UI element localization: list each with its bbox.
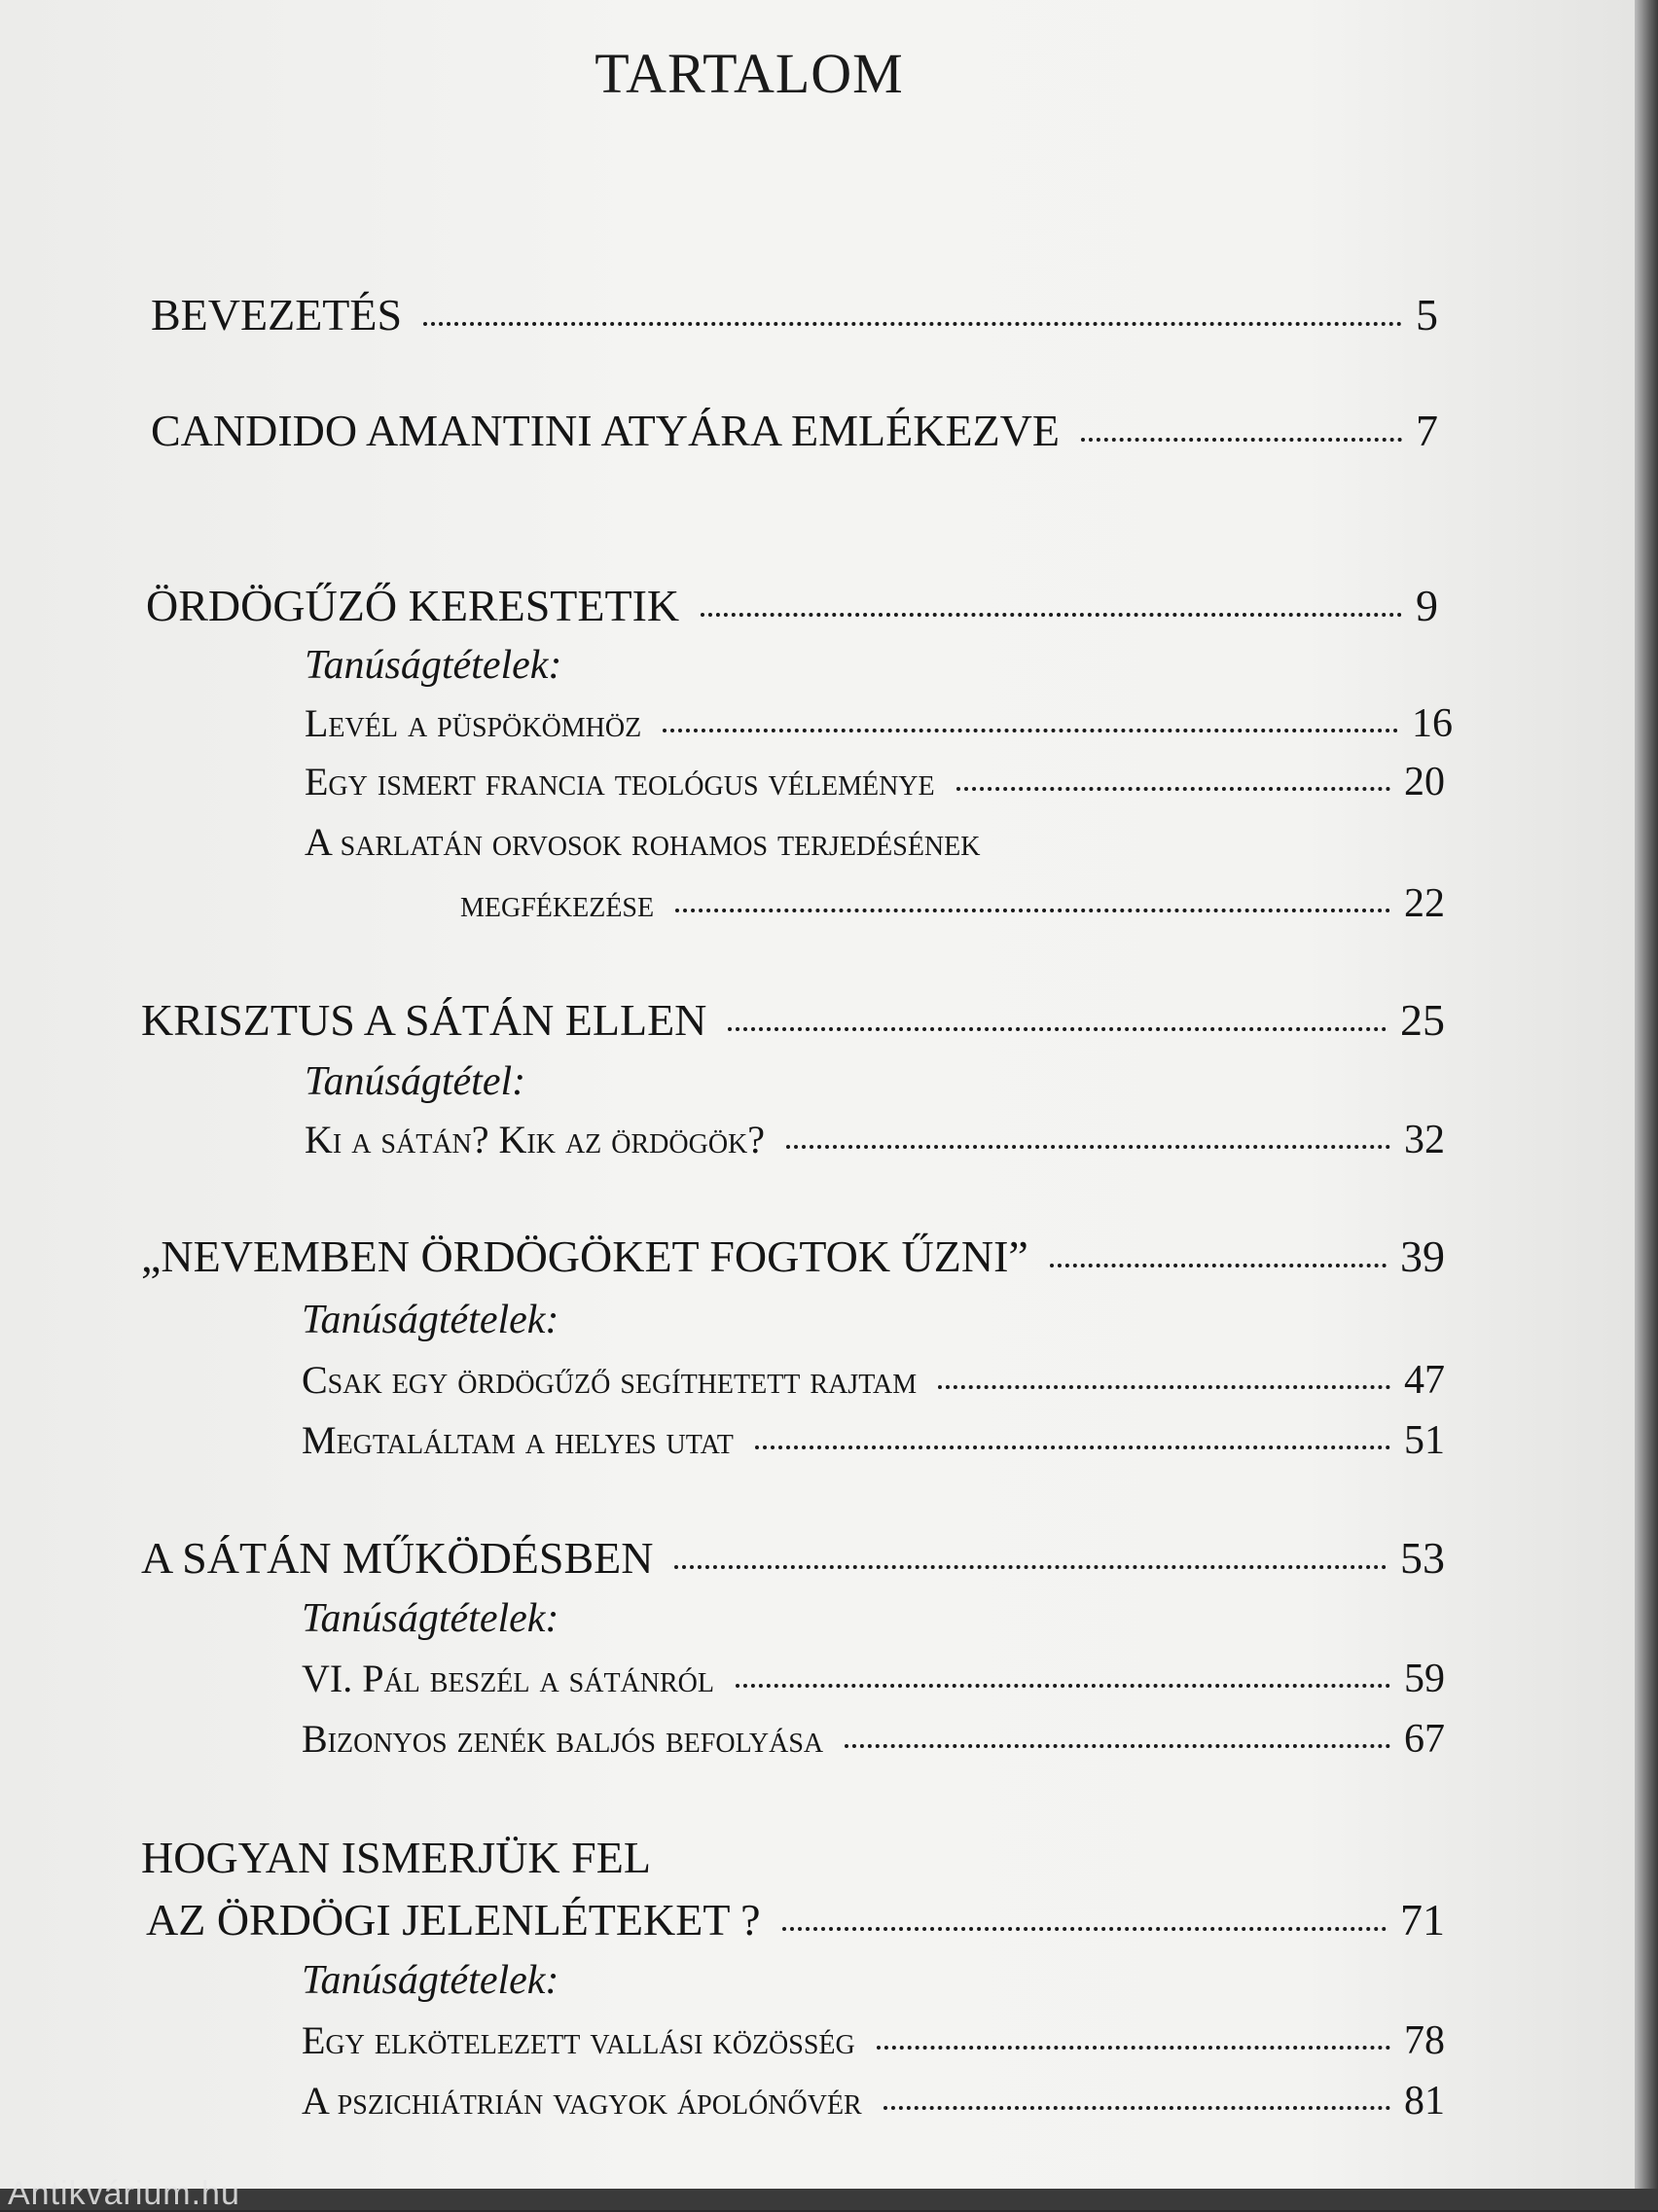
dot-leader — [877, 2046, 1390, 2050]
toc-entry-page: 7 — [1416, 406, 1438, 455]
toc-entry-label: Megtaláltam a helyes utat — [302, 1418, 734, 1462]
toc-entry-label: AZ ÖRDÖGI JELENLÉTEKET ? — [146, 1895, 761, 1944]
toc-subentry — [305, 759, 1445, 805]
dot-leader — [736, 1684, 1390, 1688]
toc-entry-label: „NEVEMBEN ÖRDÖGÖKET FOGTOK ŰZNI” — [141, 1231, 1028, 1281]
toc-entry-page: 16 — [1412, 701, 1453, 746]
toc-entry-label: ÖRDÖGŰZŐ KERESTETIK — [146, 581, 680, 630]
toc-entry-label: A pszichiátrián vagyok ápolónővér — [302, 2079, 862, 2123]
dot-leader — [674, 1565, 1387, 1569]
toc-entry-label: Ki a sátán? Kik az ördögök? — [305, 1118, 766, 1161]
page-bottom-edge — [0, 2189, 1658, 2210]
toc-entry — [146, 1894, 1445, 1945]
toc-entry-label: CANDIDO AMANTINI ATYÁRA EMLÉKEZVE — [151, 406, 1060, 455]
section-subheading: Tanúságtételek: — [302, 1596, 559, 1641]
toc-entry-page: 67 — [1404, 1717, 1445, 1762]
page-title: TARTALOM — [595, 42, 904, 105]
toc-entry — [141, 1532, 1445, 1584]
section-subheading: Tanúságtételek: — [302, 1958, 559, 2003]
toc-entry — [146, 580, 1438, 631]
section-subheading: Tanúságtétel: — [305, 1059, 526, 1104]
toc-entry-page: 9 — [1416, 581, 1438, 630]
section-subheading: Tanúságtételek: — [302, 1298, 559, 1342]
toc-entry — [141, 994, 1445, 1046]
toc-entry — [151, 405, 1438, 456]
toc-entry-label: megfékezése — [460, 881, 655, 925]
toc-entry-label: A SÁTÁN MŰKÖDÉSBEN — [141, 1533, 654, 1583]
toc-entry-page: 81 — [1404, 2079, 1445, 2123]
toc-entry-page: 5 — [1416, 290, 1438, 339]
toc-entry — [151, 289, 1438, 340]
toc-entry — [141, 1231, 1445, 1282]
dot-leader — [786, 1145, 1390, 1149]
dot-leader — [883, 2106, 1390, 2110]
toc-subentry — [302, 1357, 1445, 1404]
toc-subentry — [305, 700, 1453, 747]
toc-entry-page: 47 — [1404, 1358, 1445, 1403]
toc-entry-page: 20 — [1404, 760, 1445, 804]
toc-entry-label: Egy ismert francia teológus véleménye — [305, 760, 935, 803]
toc-entry-page: 32 — [1404, 1118, 1445, 1162]
toc-entry-page: 59 — [1404, 1657, 1445, 1701]
toc-entry-page: 71 — [1400, 1895, 1445, 1944]
dot-leader — [1081, 438, 1402, 442]
dot-leader — [782, 1927, 1387, 1931]
toc-subentry — [305, 1117, 1445, 1163]
book-spine-edge — [1635, 0, 1658, 2210]
dot-leader — [845, 1744, 1390, 1748]
toc-entry-page: 51 — [1404, 1418, 1445, 1463]
toc-entry-label: BEVEZETÉS — [151, 290, 403, 339]
toc-subentry — [302, 1716, 1445, 1763]
toc-entry-page: 22 — [1404, 881, 1445, 926]
toc-subentry — [460, 880, 1445, 927]
toc-entry-label: VI. Pál beszél a sátánról — [302, 1657, 714, 1700]
dot-leader — [675, 909, 1390, 912]
toc-subentry — [302, 1656, 1445, 1702]
dot-leader — [1050, 1264, 1387, 1267]
dot-leader — [956, 787, 1390, 791]
toc-entry-page: 25 — [1400, 995, 1445, 1045]
toc-subentry — [302, 2017, 1445, 2064]
toc-subentry — [302, 1417, 1445, 1464]
dot-leader — [755, 1445, 1390, 1449]
dot-leader — [663, 729, 1398, 732]
dot-leader — [728, 1027, 1387, 1031]
toc-entry-label: KRISZTUS A SÁTÁN ELLEN — [141, 995, 707, 1045]
dot-leader — [938, 1385, 1390, 1389]
toc-entry-page: 53 — [1400, 1533, 1445, 1583]
toc-entry-label: Levél a püspökömhöz — [305, 701, 642, 745]
toc-entry-label: Bizonyos zenék baljós befolyása — [302, 1717, 824, 1761]
dot-leader — [423, 322, 1402, 326]
toc-entry-label: Egy elkötelezett vallási közösség — [302, 2018, 855, 2062]
watermark-text: Antikvárium.hu — [8, 2175, 240, 2212]
toc-subentry-line: A sarlatán orvosok rohamos terjedésének — [305, 820, 981, 864]
toc-entry-label: Csak egy ördögűző segíthetett rajtam — [302, 1358, 918, 1402]
toc-entry-line: HOGYAN ISMERJÜK FEL — [141, 1833, 651, 1882]
toc-subentry — [302, 2078, 1445, 2124]
dot-leader — [701, 613, 1402, 617]
section-subheading: Tanúságtételek: — [305, 643, 562, 688]
toc-entry-page: 78 — [1404, 2018, 1445, 2063]
toc-entry-page: 39 — [1400, 1231, 1445, 1281]
